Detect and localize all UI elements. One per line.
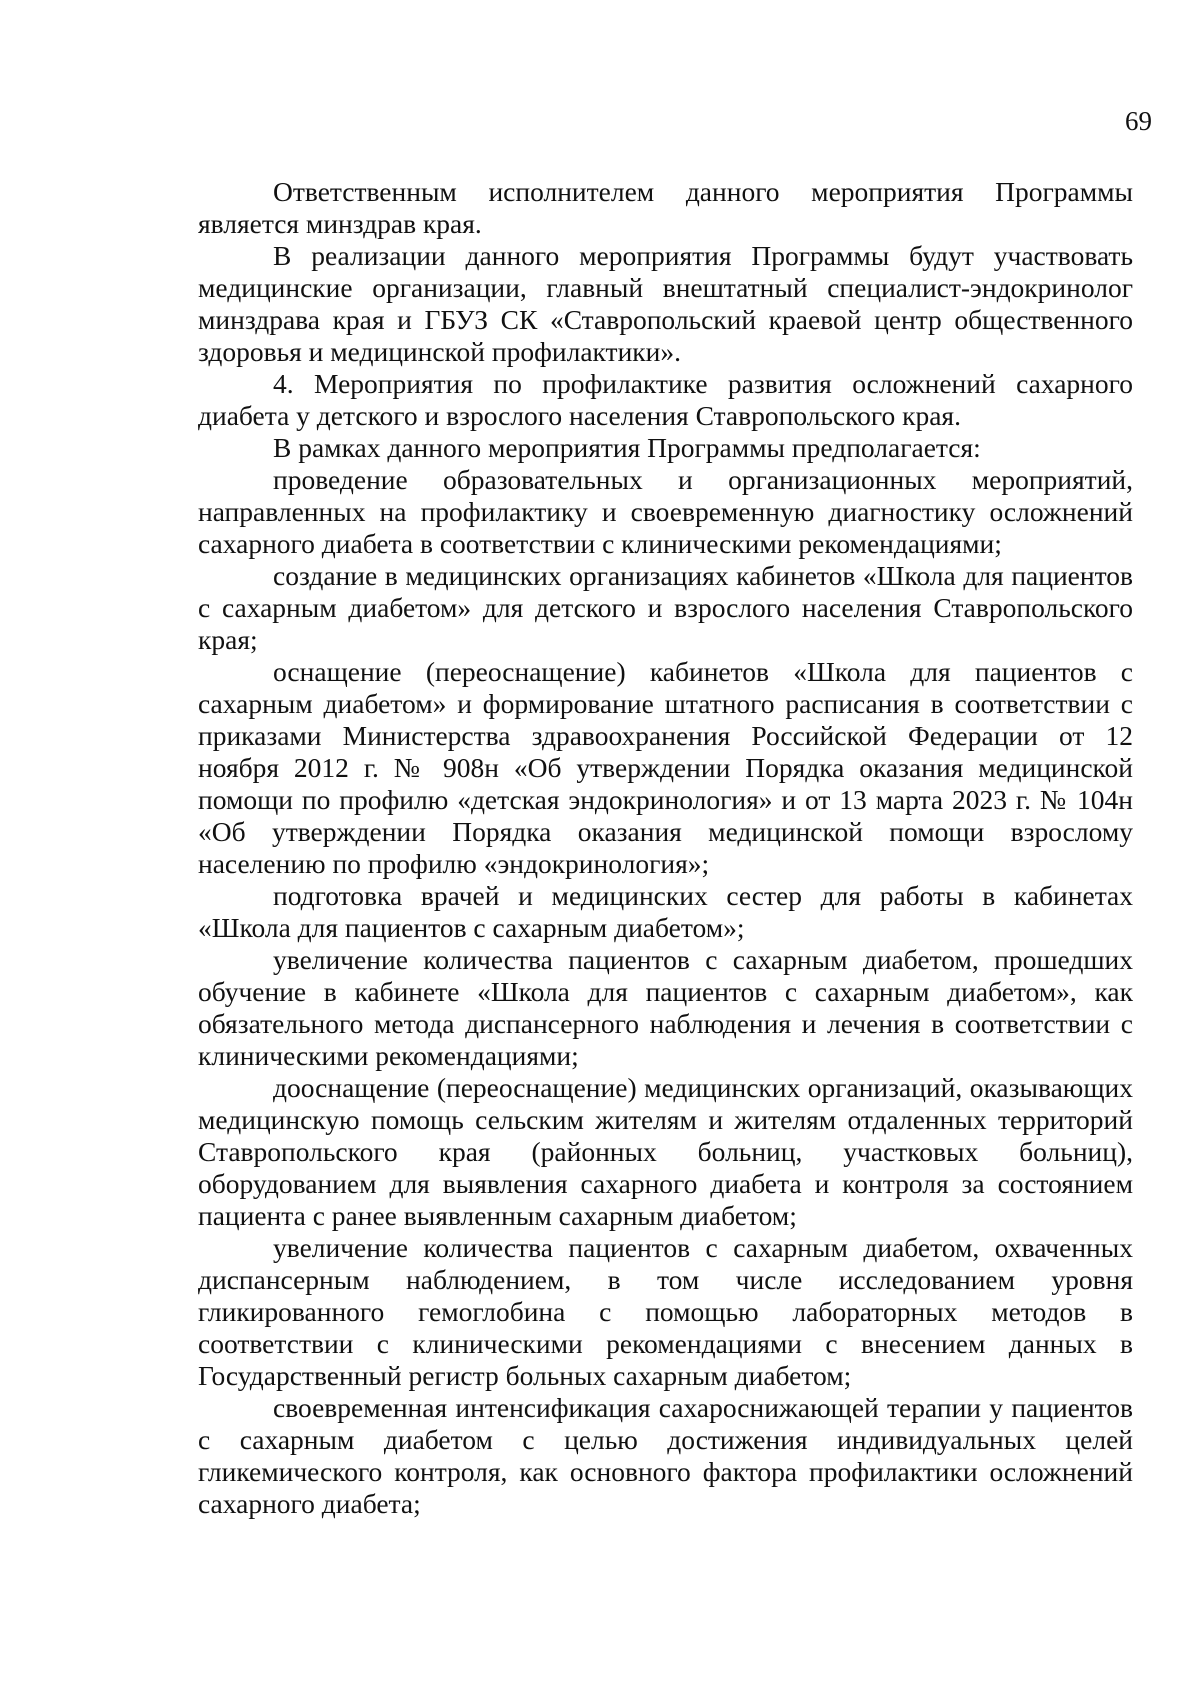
list-item: подготовка врачей и медицинских сестер для работы в кабинетах «Школа для пациентов с сахарным диабетом»; [198,880,1133,943]
list-item: оснащение (переоснащение) кабинетов «Школа для пациентов с сахарным диабетом» и формирование штатного расписания в соответствии с приказами Министерства здравоохранения Российской Федерации от 12 ноября 2012 г. № 908н «Об утверждении Порядка оказания медицинской помощи по профилю «детская эндокринология» и от 13 марта 2023 г. № 104н «Об утверждении Порядка оказания медицинской помощи взрослому населению по профилю «эндокринология»; [198,656,1133,879]
paragraph-measure-4-heading: 4. Мероприятия по профилактике развития осложнений сахарного диабета у детского и взрослого населения Ставропольского края. [198,368,1133,431]
paragraph-participants: В реализации данного мероприятия Программы будут участвовать медицинские организации, главный внештатный специалист-эндокринолог минздрава края и ГБУЗ СК «Ставропольский краевой центр общественного здоровья и медицинской профилактики». [198,240,1133,367]
list-item: создание в медицинских организациях кабинетов «Школа для пациентов с сахарным диабетом» для детского и взрослого населения Ставропольского края; [198,560,1133,655]
list-item: своевременная интенсификация сахароснижающей терапии у пациентов с сахарным диабетом с целью достижения индивидуальных целей гликемического контроля, как основного фактора профилактики осложнений сахарного диабета; [198,1392,1133,1519]
page-number: 69 [1125,106,1152,136]
list-item: проведение образовательных и организационных мероприятий, направленных на профилактику и своевременную диагностику осложнений сахарного диабета в соответствии с клиническими рекомендациями; [198,464,1133,559]
list-item: увеличение количества пациентов с сахарным диабетом, прошедших обучение в кабинете «Школа для пациентов с сахарным диабетом», как обязательного метода диспансерного наблюдения и лечения в соответствии с клиническими рекомендациями; [198,944,1133,1071]
paragraph-measure-intro: В рамках данного мероприятия Программы предполагается: [273,432,981,463]
list-item: дооснащение (переоснащение) медицинских организаций, оказывающих медицинскую помощь сельским жителям и жителям отдаленных территорий Ставропольского края (районных больниц, участковых больниц), оборудованием для выявления сахарного диабета и контроля за состоянием пациента с ранее выявленным сахарным диабетом; [198,1072,1133,1231]
list-item: увеличение количества пациентов с сахарным диабетом, охваченных диспансерным наблюдением, в том числе исследованием уровня гликированного гемоглобина с помощью лабораторных методов в соответствии с клиническими рекомендациями с внесением данных в Государственный регистр больных сахарным диабетом; [198,1232,1133,1391]
paragraph-responsible-executor: Ответственным исполнителем данного мероприятия Программы является минздрав края. [198,176,1133,239]
document-body [198,176,1133,1520]
